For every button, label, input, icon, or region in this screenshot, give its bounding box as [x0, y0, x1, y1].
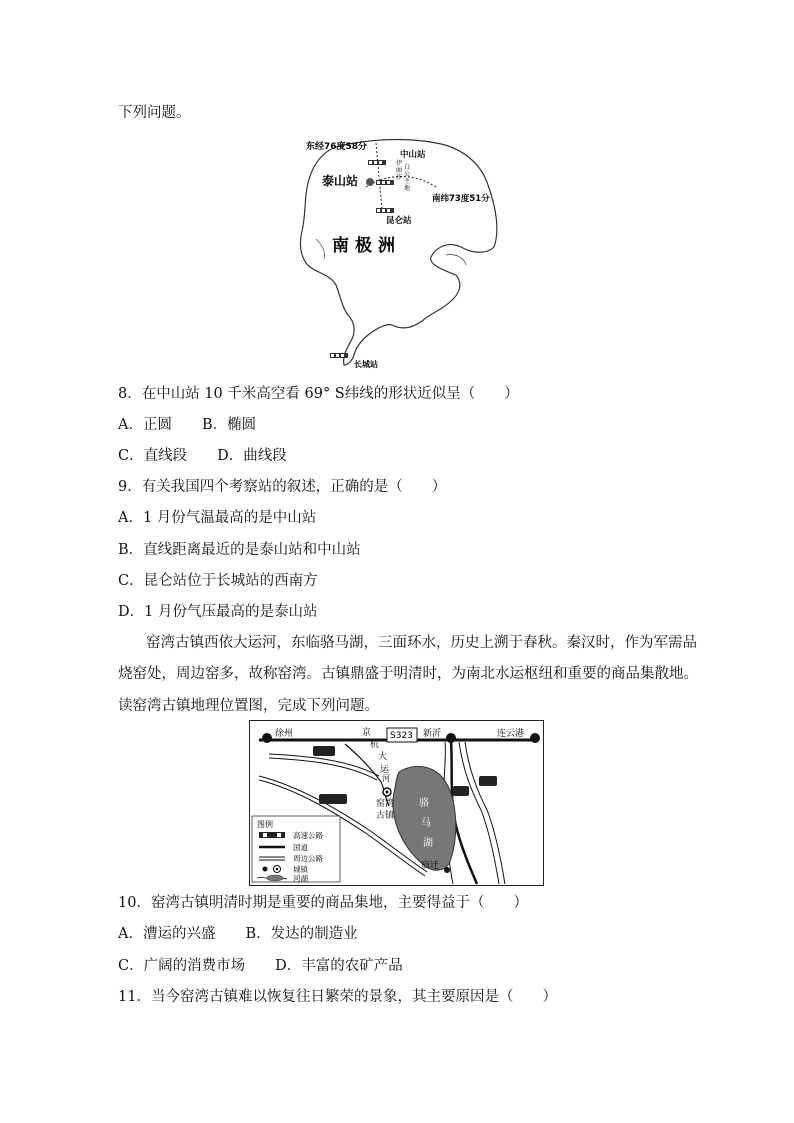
q8-option-d[interactable]: D．曲线段: [217, 448, 287, 464]
xinyi-label: 新沂: [423, 729, 442, 739]
q11-stem: 11．当今窑湾古镇难以恢复往日繁荣的景象，其主要原因是（ ）: [118, 989, 557, 1005]
intro-text: 下列问题。: [118, 105, 191, 121]
yaowan-label-2: 古镇: [376, 811, 395, 821]
hu-label: 湖: [423, 838, 433, 849]
lianyungang-town: [530, 733, 540, 743]
legend-national: 国道: [293, 843, 308, 852]
changcheng-label: 长城站: [354, 360, 378, 369]
q8-options-ab: [118, 415, 256, 435]
q10-option-c[interactable]: C．广阔的消费市场: [118, 958, 246, 974]
q8-option-c[interactable]: C．直线段: [118, 448, 188, 464]
q10-option-d[interactable]: D．丰富的农矿产品: [275, 958, 403, 974]
s323-label: S323: [390, 731, 413, 741]
q10-option-a[interactable]: A．漕运的兴盛: [118, 926, 216, 942]
q8-option-b[interactable]: B．椭圆: [201, 417, 257, 433]
legend-town: 城镇: [293, 865, 308, 874]
svg-text:伊: 伊: [396, 160, 403, 167]
expressway-marker-4: [479, 776, 497, 786]
longitude-label: 东经76度58分: [306, 142, 368, 152]
map-legend: [252, 816, 340, 883]
he-label: 河: [382, 774, 390, 783]
svg-text:白: 白: [404, 164, 411, 171]
q10-options-cd: [118, 956, 403, 976]
q8-options-cd: [118, 446, 287, 466]
kunlun-station-marker: [376, 208, 394, 213]
ma-label: 马: [421, 818, 431, 829]
svg-text:丽: 丽: [396, 167, 403, 174]
yaowan-label-1: 窑湾: [376, 799, 395, 809]
q8-option-a[interactable]: A．正圆: [118, 417, 172, 433]
q10-options-ab: [118, 924, 358, 944]
q10-stem: 10．窑湾古镇明清时期是重要的商品集地，主要得益于（ ）: [118, 895, 528, 911]
xuzhou-label: 徐州: [275, 729, 294, 739]
q9-stem: 9．有关我国四个考察站的叙述，正确的是（ ）: [118, 479, 447, 495]
changcheng-station-marker: [330, 353, 348, 358]
svg-text:公: 公: [404, 171, 411, 178]
expressway-marker-1: [313, 746, 335, 756]
q9-option-c[interactable]: C．昆仑站位于长城站的西南方: [118, 573, 318, 589]
continent-label: 南极洲: [332, 236, 401, 256]
q8-stem: 8．在中山站 10 千米高空看 69° S纬线的形状近似呈（ ）: [118, 386, 519, 402]
yun-label: 运: [380, 765, 390, 775]
legend-river-lake: 河湖: [293, 874, 308, 883]
yaowan-map: [249, 720, 544, 886]
svg-text:莎: 莎: [396, 174, 403, 181]
svg-text:主: 主: [404, 178, 411, 185]
legend-title: 图例: [257, 820, 273, 829]
suqian-town: [444, 867, 450, 873]
xuzhou-town: [262, 733, 272, 743]
zhongshan-station-marker: [368, 160, 386, 165]
latitude-label: 南纬73度51分: [432, 194, 490, 204]
kunlun-label: 昆仑站: [386, 216, 412, 226]
q9-option-a[interactable]: A．1 月份气温最高的是中山站: [118, 510, 317, 526]
lianyungang-label: 连云港: [497, 729, 525, 739]
expressway-marker-3: [453, 786, 469, 796]
passage-line-3: 读窑湾古镇地理位置图，完成下列问题。: [118, 698, 379, 714]
jing-label: 京: [362, 728, 372, 738]
legend-peripheral: 周边公路: [293, 854, 323, 863]
zhongshan-label: 中山站: [400, 150, 426, 160]
q9-option-b[interactable]: B．直线距离最近的是泰山站和中山站: [118, 542, 361, 558]
taishan-label: 泰山站: [322, 174, 359, 188]
antarctica-map: [296, 135, 502, 370]
legend-expressway: 高速公路: [293, 831, 323, 840]
da-label: 大: [378, 752, 388, 762]
q9-option-d[interactable]: D．1 月份气压最高的是泰山站: [118, 604, 318, 620]
svg-text:地: 地: [404, 185, 411, 192]
suqian-label: 宿迁: [421, 861, 440, 871]
q10-option-b[interactable]: B．发达的制造业: [245, 926, 358, 942]
xinyi-town: [446, 733, 456, 743]
passage-line-2: 烧窑处，周边窑多，故称窑湾。古镇鼎盛于明清时，为南北水运枢纽和重要的商品集散地。: [118, 666, 698, 682]
hang-label: 杭: [370, 740, 380, 750]
luo-label: 骆: [419, 798, 429, 809]
passage-line-1: 窑湾古镇西依大运河，东临骆马湖，三面环水，历史上溯于春秋。秦汉时，作为军需品: [146, 635, 697, 651]
expressway-marker-2: [319, 794, 347, 804]
